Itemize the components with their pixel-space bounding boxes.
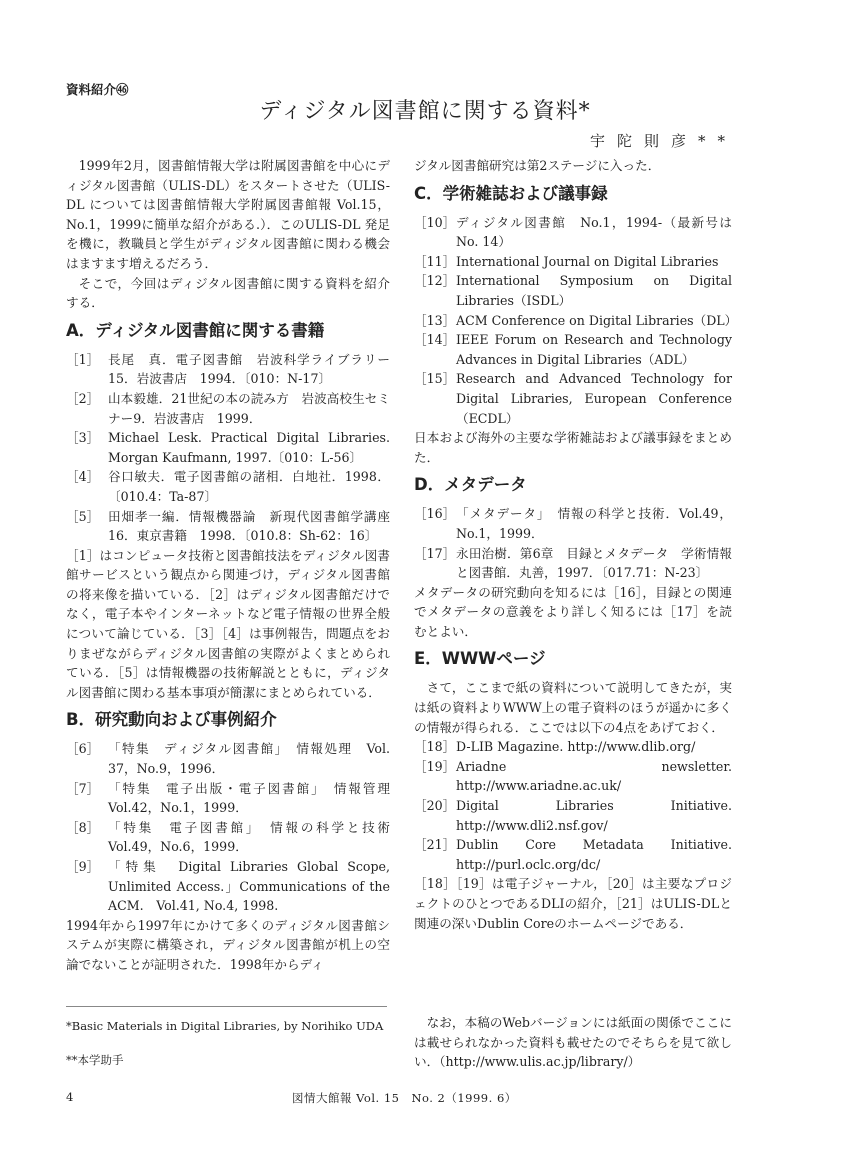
author-name: 宇陀則彦** [590, 132, 738, 150]
series-label: 資料紹介㊻ [66, 82, 129, 97]
reference-number: ［9］ [66, 859, 100, 874]
reference-number: ［12］ [414, 273, 456, 289]
reference-text: Research and Advanced Technology for Digital Libraries, European Conference（ECDL） [456, 371, 732, 426]
section-a-paragraph: ［1］はコンピュータ技術と図書館技法をディジタル図書館サービスという観点から関連づけ，ディジタル図書館の将来像を描いている．［2］はディジタル図書館だけでなく，電子本やインターネットなど電子情報の世界全般について論じている．［3］［4］は事例報告，問題点をおりまぜながらディジタル図書館の実際がよくまとめられている．［5］は情報機器の技術解説とともに，ディジタル図書館に関わる基本事項が簡潔にまとめられている． [66, 547, 390, 700]
section-c-paragraph: 日本および海外の主要な学術雑誌および議事録をまとめた． [414, 430, 732, 465]
reference-list-a [66, 350, 390, 546]
reference-text: 「特集 Digital Libraries Global Scope, Unlimited Access.」Communications of the ACM. Vol.41, No.4, 1998. [108, 859, 390, 914]
reference-text: 「メタデータ」 情報の科学と技術．Vol.49，No.1，1999． [456, 506, 732, 541]
reference-item [414, 252, 732, 272]
reference-list-c [414, 213, 738, 429]
reference-text: Dublin Core Metadata Initiative. http://purl.oclc.org/dc/ [456, 837, 732, 872]
reference-number: ［18］ [414, 739, 456, 755]
reference-text: D-LIB Magazine. http://www.dlib.org/ [456, 739, 696, 755]
reference-text: Ariadne newsletter. http://www.ariadne.ac.uk/ [456, 758, 732, 794]
reference-item [414, 796, 732, 835]
footnote-author-affiliation: **本学助手 [66, 1053, 124, 1067]
page-number: 4 [66, 1090, 74, 1104]
reference-item [66, 507, 390, 546]
journal-citation: 図情大館報 Vol. 15 No. 2（1999. 6） [292, 1091, 517, 1105]
reference-item [414, 213, 732, 252]
reference-list-b [66, 739, 390, 915]
reference-item [414, 271, 732, 310]
reference-number: ［19］ [414, 758, 456, 774]
reference-item [414, 369, 732, 428]
reference-number: ［5］ [66, 508, 100, 524]
reference-number: ［1］ [66, 351, 100, 367]
reference-item [66, 818, 390, 857]
reference-item [414, 330, 732, 369]
reference-text: International Symposium on Digital Libraries（ISDL） [456, 273, 732, 308]
reference-item [414, 544, 732, 583]
reference-number: ［16］ [414, 506, 456, 522]
reference-text: 谷口敏夫．電子図書館の諸相．白地社．1998．〔010.4：Ta-87〕 [108, 469, 390, 504]
reference-text: IEEE Forum on Research and Technology Advances in Digital Libraries（ADL） [456, 332, 732, 367]
reference-text: Michael Lesk. Practical Digital Libraries. Morgan Kaufmann, 1997.〔010：L-56〕 [108, 430, 390, 465]
reference-number: ［3］ [66, 430, 100, 446]
section-heading-a: A．ディジタル図書館に関する書籍 [66, 320, 325, 340]
reference-number: ［17］ [414, 545, 456, 561]
section-e-paragraph: ［18］［19］は電子ジャーナル，［20］は主要なプロジェクトのひとつであるDLIの紹介，［21］はULIS-DLと関連の深いDublin Coreのホームページである． [414, 876, 732, 931]
reference-number: ［14］ [414, 332, 456, 348]
reference-item [414, 311, 738, 331]
reference-number: ［7］ [66, 780, 100, 796]
section-heading-b: B．研究動向および事例紹介 [66, 710, 277, 730]
reference-number: ［4］ [66, 469, 100, 485]
reference-item [414, 835, 732, 874]
reference-number: ［8］ [66, 819, 100, 835]
reference-text: 長尾 真．電子図書館 岩波科学ライブラリー15．岩波書店 1994．〔010：N-17〕 [108, 351, 390, 387]
section-e-intro: さて，ここまで紙の資料について説明してきたが，実は紙の資料よりWWW上の電子資料のほうが遥かに多くの情報が得られる．ここでは以下の4点をあげておく． [414, 680, 732, 735]
reference-text: Digital Libraries Initiative. http://www.dli2.nsf.gov/ [456, 798, 732, 833]
reference-item [66, 467, 390, 506]
reference-number: ［6］ [66, 741, 100, 757]
reference-item [66, 428, 390, 467]
reference-text: ACM Conference on Digital Libraries（DL） [456, 312, 738, 328]
footnote-english-title: *Basic Materials in Digital Libraries, by Norihiko UDA [66, 1019, 384, 1033]
reference-text: 「特集 電子図書館」 情報の科学と技術 Vol.49，No.6，1999． [108, 819, 390, 855]
reference-text: 山本毅雄．21世紀の本の読み方 岩波高校生セミナー9．岩波書店 1999． [108, 390, 390, 426]
reference-number: ［15］ [414, 371, 456, 387]
web-version-note: なお，本稿のWebバージョンには紙面の関係でここには載せられなかった資料も載せたのでそちらを見て欲しい．（http://www.ulis.ac.jp/library/） [414, 1015, 732, 1070]
reference-item [66, 857, 390, 916]
reference-item [414, 757, 732, 796]
left-column [66, 156, 390, 975]
reference-text: 田畑孝一編．情報機器論 新現代図書館学講座16．東京書籍 1998．〔010.8：Sh-62：16〕 [108, 508, 390, 544]
reference-item [66, 350, 390, 389]
reference-text: 永田治樹．第6章 目録とメタデータ 学術情報と図書館．丸善，1997．〔017.71：N-23〕 [456, 545, 732, 581]
reference-text: 「特集 ディジタル図書館」 情報処理 Vol. 37，No.9，1996． [108, 741, 390, 777]
continued-paragraph: ジタル図書館研究は第2ステージに入った． [414, 158, 661, 173]
right-column [414, 156, 738, 933]
reference-number: ［20］ [414, 798, 456, 814]
reference-number: ［11］ [414, 253, 456, 269]
intro-paragraph-1: 1999年2月，図書館情報大学は附属図書館を中心にディジタル図書館（ULIS-DL）をスタートさせた（ULIS-DL については図書館情報大学附属図書館報 Vol.15，No.1，1999に簡単な紹介がある.）．このULIS-DL 発足を機に，教職員と学生がディジタル図書館に関わる機会はますます増えるだろう． [66, 158, 390, 271]
reference-number: ［10］ [414, 214, 456, 230]
section-heading-c: C．学術雑誌および議事録 [414, 183, 608, 203]
reference-item [66, 779, 390, 818]
reference-item [66, 389, 390, 428]
reference-number: ［21］ [414, 837, 456, 853]
section-b-paragraph: 1994年から1997年にかけて多くのディジタル図書館システムが実際に構築され，ディジタル図書館が机上の空論でないことが証明された．1998年からディ [66, 917, 390, 972]
reference-item [414, 737, 732, 757]
reference-number: ［2］ [66, 390, 100, 406]
reference-item [66, 739, 390, 778]
intro-paragraph-2: そこで，今回はディジタル図書館に関する資料を紹介する． [66, 275, 390, 311]
section-heading-e: E．WWWページ [414, 649, 546, 669]
section-d-paragraph: メタデータの研究動向を知るには［16］，目録との関連でメタデータの意義をより詳しく知るには［17］を読むとよい． [414, 584, 732, 639]
reference-text: 「特集 電子出版・電子図書館」 情報管理 Vol.42，No.1，1999． [108, 780, 390, 816]
reference-item [414, 504, 732, 543]
reference-list-d [414, 504, 732, 582]
section-heading-d: D．メタデータ [414, 475, 527, 495]
footnote-divider [66, 1006, 387, 1007]
reference-number: ［13］ [414, 312, 456, 328]
reference-text: International Journal on Digital Libraries [456, 253, 719, 269]
reference-list-e [414, 737, 732, 874]
article-title: ディジタル図書館に関する資料* [259, 99, 591, 124]
reference-text: ディジタル図書館 No.1，1994-（最新号は No. 14） [456, 214, 732, 250]
